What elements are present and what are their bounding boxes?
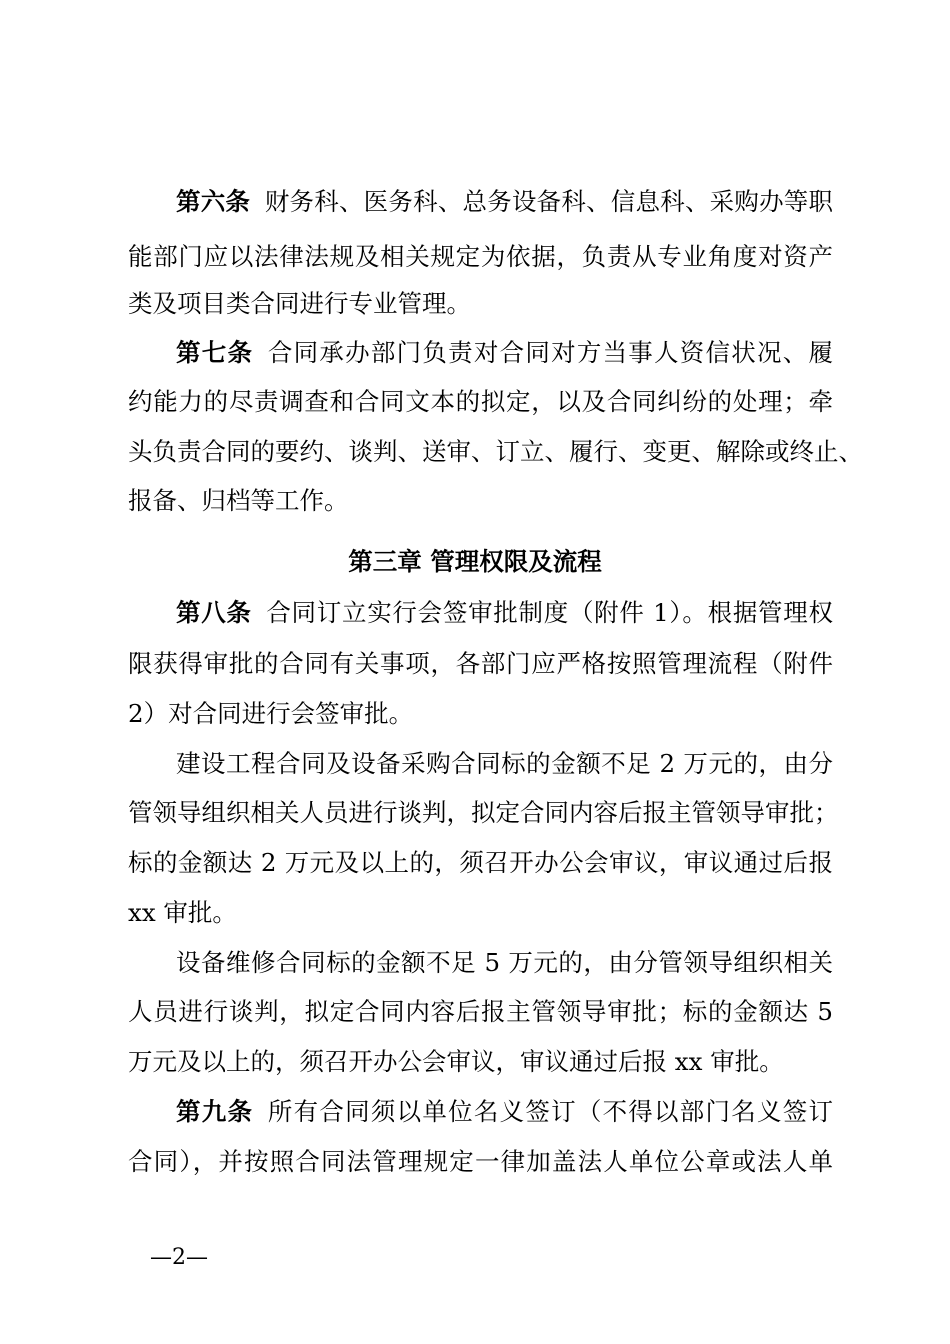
article-7-label: 第七条: [176, 338, 254, 367]
article-7-line-2: 约能力的尽责调查和合同文本的拟定，以及合同纠纷的处理；牵: [128, 387, 833, 416]
construction-para-line-3: 标的金额达 2 万元及以上的，须召开办公会审议，审议通过后报: [128, 848, 833, 877]
article-8-line-2: 限获得审批的合同有关事项，各部门应严格按照管理流程（附件: [128, 649, 833, 678]
article-6-line-3: 类及项目类合同进行专业管理。: [128, 289, 471, 318]
article-6-label: 第六条: [176, 187, 251, 216]
article-7-line-3: 头负责合同的要约、谈判、送审、订立、履行、变更、解除或终止、: [128, 437, 863, 466]
article-6-line-1: 第六条 财务科、医务科、总务设备科、信息科、采购办等职: [176, 187, 834, 216]
construction-para-line-4: xx 审批。: [128, 898, 237, 927]
maintenance-para-line-3: 万元及以上的，须召开办公会审议，审议通过后报 xx 审批。: [128, 1047, 784, 1076]
article-9-line-2: 合同），并按照合同法管理规定一律加盖法人单位公章或法人单: [128, 1147, 833, 1176]
construction-para-line-1: 建设工程合同及设备采购合同标的金额不足 2 万元的，由分: [176, 749, 833, 778]
article-8-line-1: 第八条 合同订立实行会签审批制度（附件 1）。根据管理权: [176, 598, 833, 627]
article-8-label: 第八条: [176, 598, 252, 627]
article-7-line-4: 报备、归档等工作。: [128, 486, 349, 515]
maintenance-para-line-2: 人员进行谈判，拟定合同内容后报主管领导审批；标的金额达 5: [128, 997, 833, 1026]
article-9-label: 第九条: [176, 1097, 254, 1126]
page-number: —2—: [150, 1245, 208, 1270]
article-8-line-3: 2）对合同进行会签审批。: [128, 699, 414, 728]
article-9-line-1: 第九条 所有合同须以单位名义签订（不得以部门名义签订: [176, 1097, 834, 1126]
article-6-line-2: 能部门应以法律法规及相关规定为依据，负责从专业角度对资产: [128, 242, 833, 271]
construction-para-line-2: 管领导组织相关人员进行谈判，拟定合同内容后报主管领导审批；: [128, 798, 839, 827]
chapter-3-heading: 第三章 管理权限及流程: [348, 547, 602, 576]
article-7-line-1: 第七条 合同承办部门负责对合同对方当事人资信状况、履: [176, 338, 834, 367]
maintenance-para-line-1: 设备维修合同标的金额不足 5 万元的，由分管领导组织相关: [176, 948, 833, 977]
